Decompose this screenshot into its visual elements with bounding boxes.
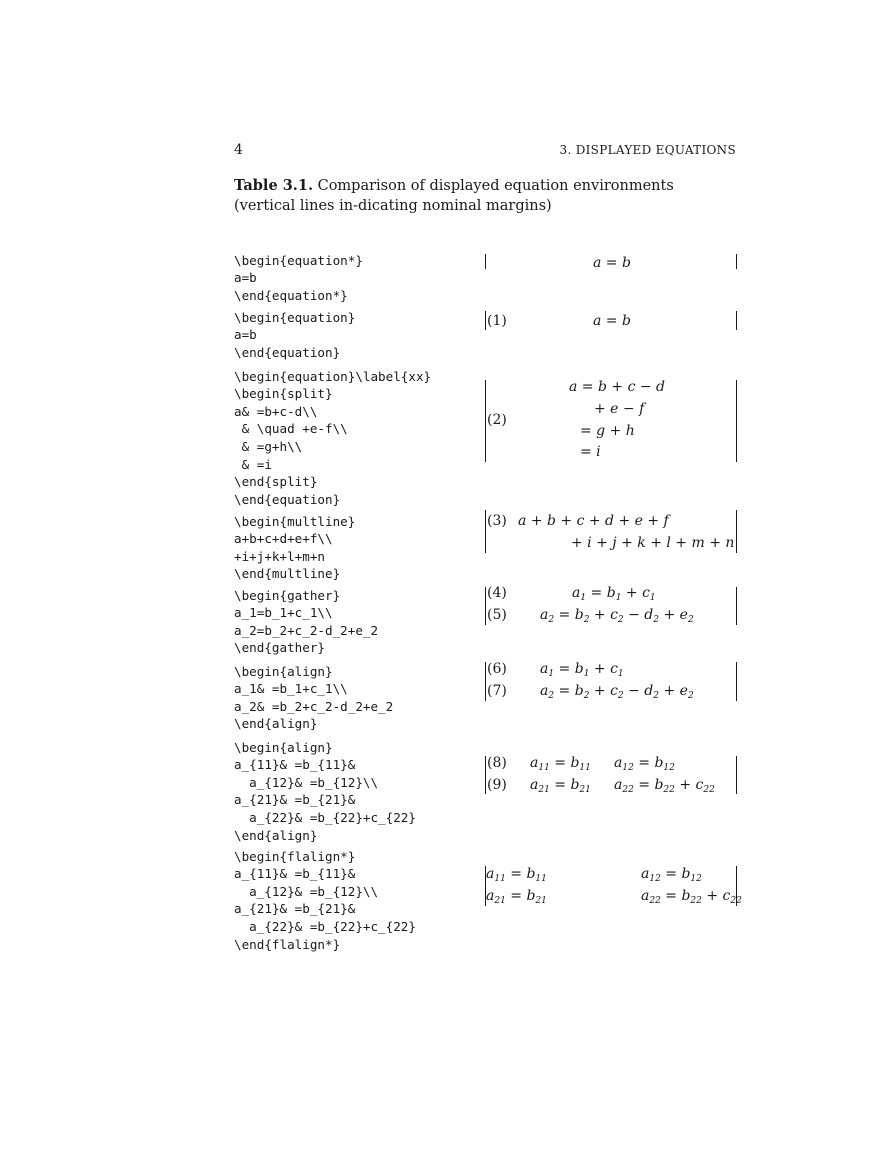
right-margin-line [736,587,737,625]
flalign-cell: $a_{11} = b_{11}$ [486,866,547,884]
code-block-flalign [234,830,416,953]
code-block-gather [234,569,378,657]
code-block-align-multi [234,721,416,844]
running-title: 3. DISPLAYED EQUATIONS [559,143,736,157]
equation-number: (3) [487,513,507,529]
split-line: = i [580,444,601,460]
left-margin-line [485,510,486,553]
equation-number: (1) [487,313,507,329]
align-cell: $a_{22} = b_{22} + c_{22}$ [614,777,715,795]
multline-line: a + b + c + d + e + f [518,513,669,529]
right-margin-line [736,311,737,330]
code-line: \begin{equation}\label{xx} [234,368,432,384]
left-margin-line [485,254,486,269]
split-line: = g + h [580,423,635,439]
left-margin-line [485,587,486,625]
code-line: a_{12}& =b_{12}\\ [234,774,379,790]
align-line: $a_2 = b_2 + c_2 - d_2 + e_2$ [540,683,694,701]
left-margin-line [485,380,486,462]
code-line: a_2& =b_2+c_2-d_2+e_2 [234,698,394,714]
align-cell: $a_{12} = b_{12}$ [614,755,675,773]
code-line: a& =b+c-d\\ [234,403,318,419]
right-margin-line [736,510,737,553]
code-line: a=b [234,270,257,286]
split-line: + e − f [594,401,645,417]
code-line: \end{flalign*} [234,936,341,952]
code-line: \end{equation*} [234,287,348,303]
code-line: \end{align} [234,716,318,732]
gather-line: $a_1 = b_1 + c_1$ [572,585,656,603]
left-margin-line [485,311,486,330]
code-line: \begin{multline} [234,513,356,529]
code-line: a_{12}& =b_{12}\\ [234,883,379,899]
code-line: \begin{equation} [234,309,356,325]
code-line: & =g+h\\ [234,438,303,454]
left-margin-line [485,662,486,701]
code-line: \begin{gather} [234,587,341,603]
right-margin-line [736,662,737,701]
align-line: $a_1 = b_1 + c_1$ [540,661,624,679]
code-line: \begin{equation*} [234,252,363,268]
code-line: a_{11}& =b_{11}& [234,757,356,773]
code-line: a_1=b_1+c_1\\ [234,605,333,621]
code-line: \end{align} [234,827,318,843]
equation-number: (2) [487,412,507,428]
code-line: a_2=b_2+c_2-d_2+e_2 [234,622,379,638]
code-line: a_{21}& =b_{21}& [234,901,356,917]
code-line: \begin{align} [234,739,333,755]
code-line: \end{equation} [234,344,341,360]
table-caption [234,176,737,216]
split-line: a = b + c − d [569,379,666,395]
code-line: a_{11}& =b_{11}& [234,866,356,882]
code-line: \end{split} [234,474,318,490]
code-line: & \quad +e-f\\ [234,421,348,437]
code-line: & =i [234,456,272,472]
flalign-cell: $a_{12} = b_{12}$ [641,866,702,884]
gather-line: $a_2 = b_2 + c_2 - d_2 + e_2$ [540,607,694,625]
code-line: a=b [234,327,257,343]
equation-number: (9) [487,777,507,793]
right-margin-line [736,380,737,462]
code-line: a_{22}& =b_{22}+c_{22} [234,918,416,934]
code-block-split [234,350,431,508]
right-margin-line [736,254,737,269]
code-line: \begin{align} [234,663,333,679]
align-cell: $a_{21} = b_{21}$ [530,777,591,795]
flalign-cell: $a_{21} = b_{21}$ [486,888,547,906]
align-cell: $a_{11} = b_{11}$ [530,755,591,773]
code-block-align [234,645,393,733]
code-line: a_{21}& =b_{21}& [234,792,356,808]
code-line: \end{equation} [234,491,341,507]
code-line: \begin{split} [234,386,333,402]
equation-number: (6) [487,661,507,677]
code-line: a_1& =b_1+c_1\\ [234,681,348,697]
equation-rendered: a = b [593,313,631,329]
left-margin-line [485,756,486,794]
equation-number: (8) [487,755,507,771]
equation-number: (5) [487,607,507,623]
code-line: \end{gather} [234,640,325,656]
code-line: \end{multline} [234,566,341,582]
code-line: +i+j+k+l+m+n [234,548,325,564]
equation-number: (4) [487,585,507,601]
page-number: 4 [234,142,243,158]
right-margin-line [736,756,737,794]
caption-label: Table 3.1. [234,177,313,194]
code-line: a+b+c+d+e+f\\ [234,531,333,547]
caption-text: Comparison of displayed equation environments (vertical lines in-dicating nominal margins) [234,178,674,214]
code-line: \begin{flalign*} [234,848,356,864]
code-line: a_{22}& =b_{22}+c_{22} [234,809,416,825]
equation-number: (7) [487,683,507,699]
flalign-cell: $a_{22} = b_{22} + c_{22}$ [641,888,742,906]
equation-star-rendered: a = b [593,255,631,271]
multline-line: + i + j + k + l + m + n [571,535,735,551]
